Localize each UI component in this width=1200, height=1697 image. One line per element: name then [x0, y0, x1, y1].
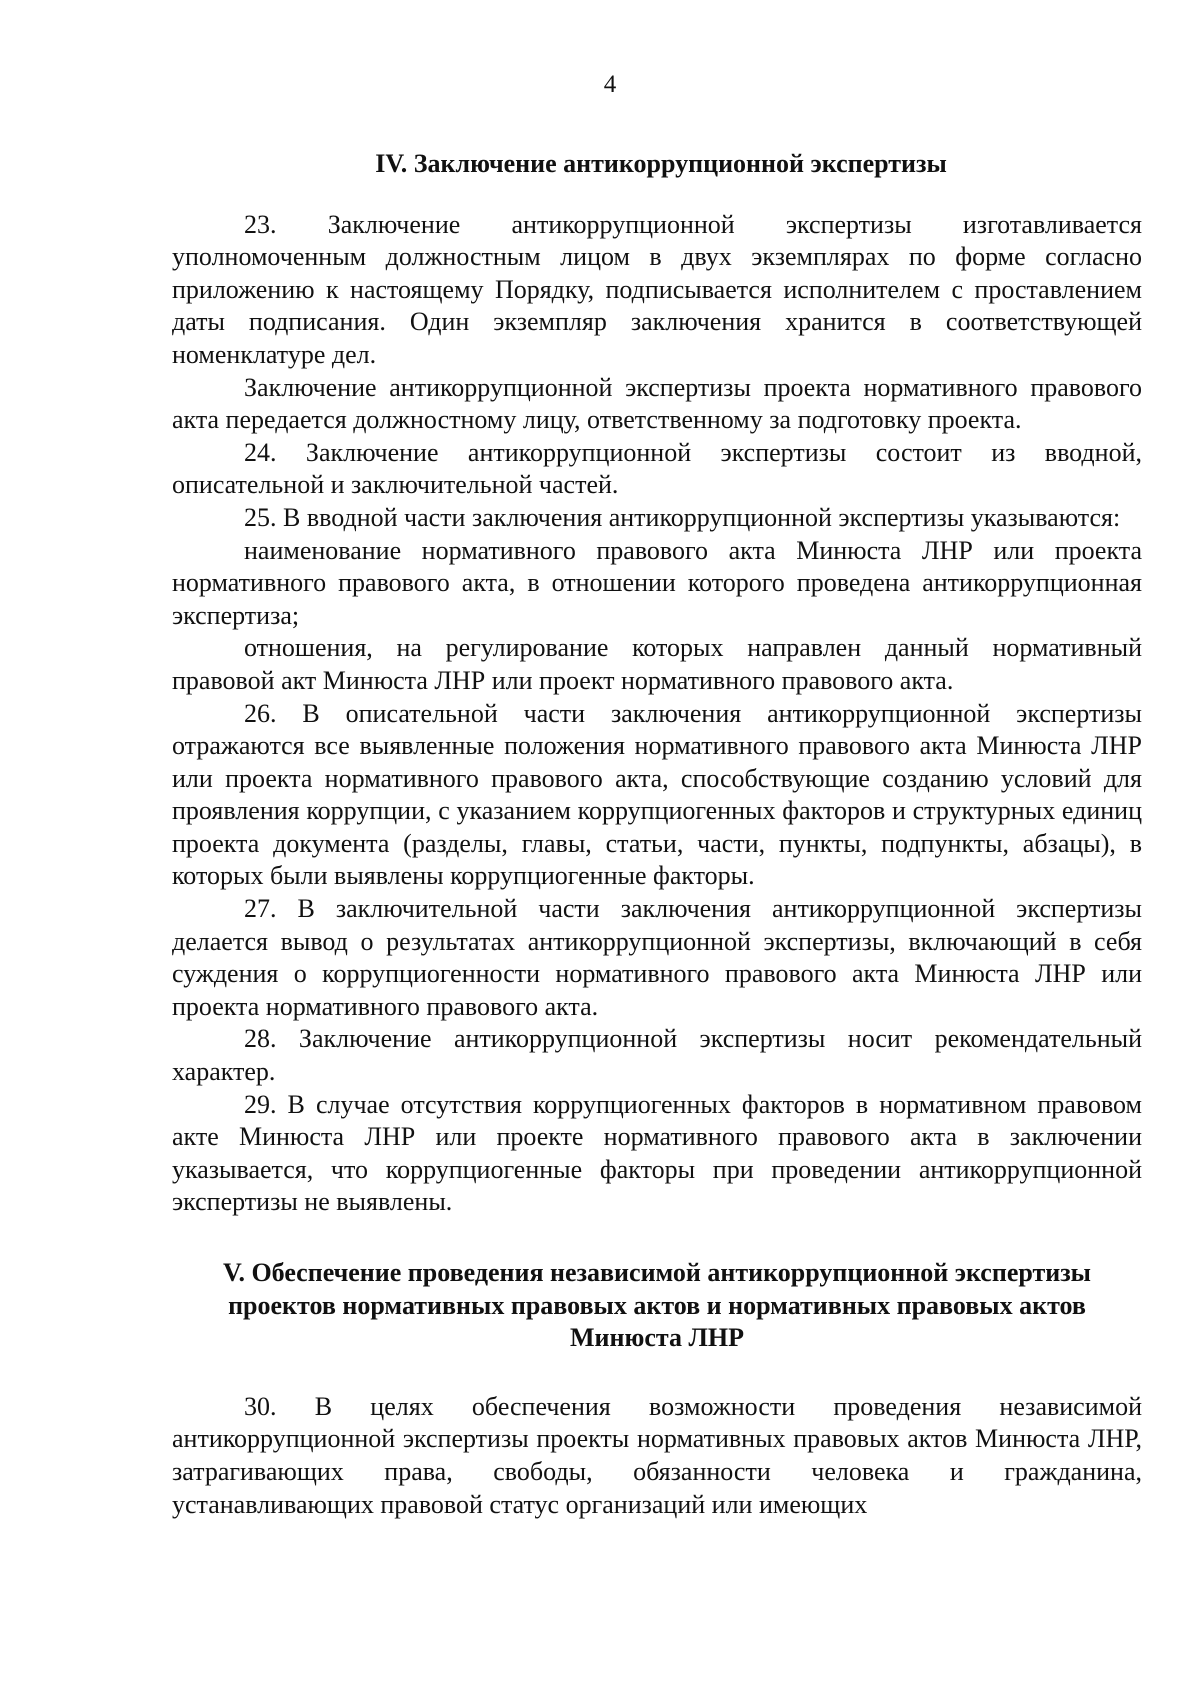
paragraph-24: 24. Заключение антикоррупционной экспертизы состоит из вводной, описательной и заключительной частей. — [172, 437, 1142, 500]
paragraph-25-item-2: отношения, на регулирование которых направлен данный нормативный правовой акт Минюста ЛНР или проект нормативного правового акта. — [172, 633, 1142, 695]
paragraph-25: 25. В вводной части заключения антикоррупционной экспертизы указываются: — [244, 502, 1121, 532]
page-number: 4 — [603, 71, 617, 98]
paragraph-27: 27. В заключительной части заключения антикоррупционной экспертизы делается вывод о результатах антикоррупционной экспертизы, включающий в себя суждения о коррупциогенности нормативного правового акта Минюста ЛНР или проекта нормативного правового акта. — [172, 894, 1142, 1021]
section-5-title-line-2: проектов нормативных правовых актов и нормативных правовых актов — [228, 1290, 1086, 1320]
paragraph-23: 23. Заключение антикоррупционной экспертизы изготавливается уполномоченным должностным лицом в двух экземплярах по форме согласно приложению к настоящему Порядку, подписывается исполнителем с проставлением даты подписания. Один экземпляр заключения хранится в соответствующей номенклатуре дел. — [172, 209, 1142, 369]
section-5-title-line-1: V. Обеспечение проведения независимой антикоррупционной экспертизы — [223, 1258, 1091, 1287]
paragraph-25-item-1: наименование нормативного правового акта Минюста ЛНР или проекта нормативного правового акта, в отношении которого проведена антикоррупционная экспертиза; — [172, 535, 1142, 630]
document-body — [172, 148, 1142, 1521]
paragraph-29: 29. В случае отсутствия коррупциогенных факторов в нормативном правовом акте Минюста ЛНР или проекте нормативного правового акта в заключении указывается, что коррупциогенные факторы при проведении антикоррупционной экспертизы не выявлены. — [172, 1089, 1142, 1217]
paragraph-26: 26. В описательной части заключения антикоррупционной экспертизы отражаются все выявленные положения нормативного правового акта Минюста ЛНР или проекта нормативного правового акта, способствующие созданию условий для проявления коррупции, с указанием коррупциогенных факторов и структурных единиц проекта документа (разделы, главы, статьи, части, пункты, подпункты, абзацы), в которых были выявлены коррупциогенные факторы. — [172, 698, 1142, 891]
section-5-title — [172, 1257, 1142, 1355]
paragraph-28: 28. Заключение антикоррупционной экспертизы носит рекомендательный характер. — [172, 1024, 1142, 1087]
section-5-title-line-3: Минюста ЛНР — [570, 1323, 744, 1353]
paragraph-23-continued: Заключение антикоррупционной экспертизы проекта нормативного правового акта передается должностному лицу, ответственному за подготовку проекта. — [172, 372, 1142, 435]
section-4-title: IV. Заключение антикоррупционной экспертизы — [375, 149, 947, 178]
paragraph-30: 30. В целях обеспечения возможности проведения независимой антикоррупционной экспертизы проекты нормативных правовых актов Минюста ЛНР, затрагивающих права, свободы, обязанности человека и гражданина, устанавливающих правовой статус организаций или имеющих — [172, 1391, 1142, 1519]
